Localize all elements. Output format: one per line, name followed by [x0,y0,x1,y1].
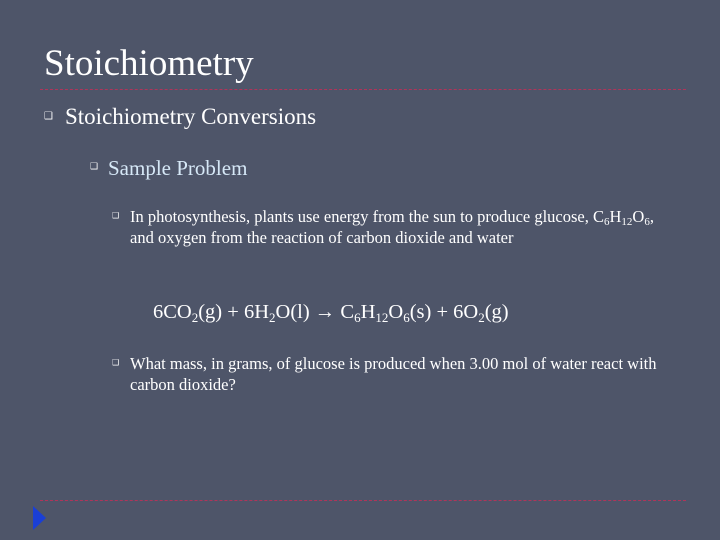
bullet-icon: ❑ [90,162,99,172]
bullet-icon: ❑ [112,358,120,367]
bullet-level2: Sample Problem [108,156,248,180]
title-divider [40,89,686,90]
bullet-icon: ❑ [44,111,53,122]
footer-divider [40,500,686,501]
problem-statement: In photosynthesis, plants use energy from the sun to produce glucose, $C_6H_{12}O_6$, and oxygen from the reaction of carbon dioxide and water [130,207,654,247]
question-text: What mass, in grams, of glucose is produced when 3.00 mol of water react with carbon dioxide? [130,354,657,394]
bullet-icon: ❑ [112,211,120,220]
bullet-level1: Stoichiometry Conversions [65,104,317,129]
slide-title: Stoichiometry [44,43,254,84]
play-icon[interactable] [33,506,46,530]
chemical-equation: $6CO_2(g) + 6H_2O(l) \to C_6H_{12}O_6(s) + 6O_2(g)$ [153,301,509,325]
